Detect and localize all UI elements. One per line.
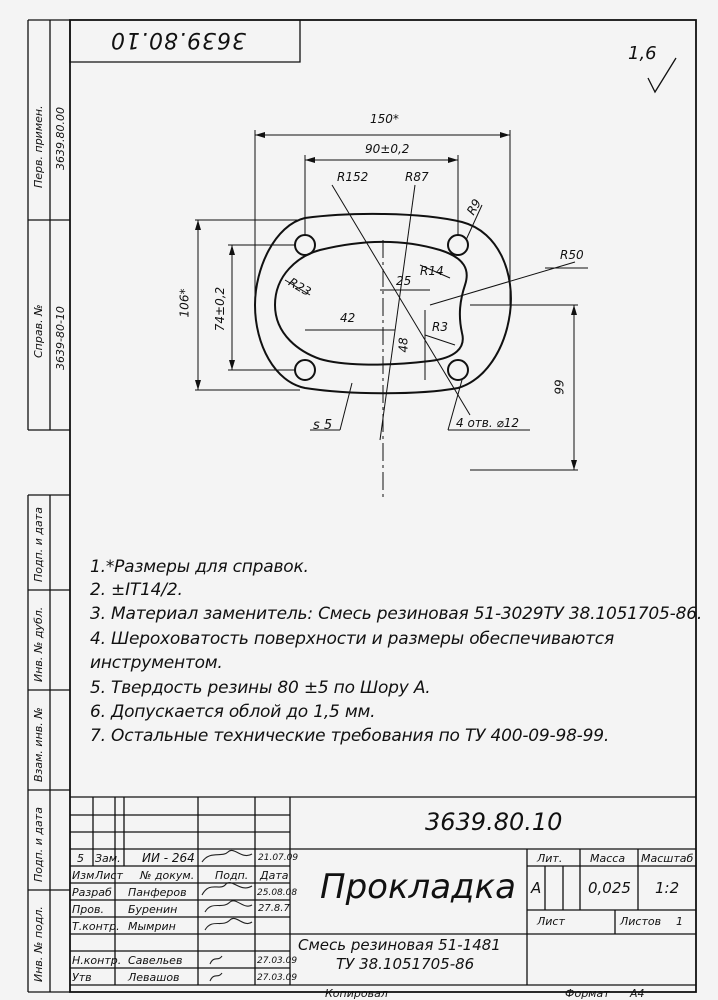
- role-tkontr: Т.контр.: [72, 920, 120, 933]
- date-utv: 27.03.09: [257, 973, 298, 983]
- change-label: Зам.: [95, 852, 121, 865]
- surface-finish-value: 1,6: [628, 43, 657, 64]
- role-razrab: Разраб: [72, 886, 112, 899]
- top-stamp: 3639.80.10: [110, 27, 246, 52]
- radius-r87: R87: [405, 170, 429, 184]
- dim-48: 48: [396, 337, 411, 353]
- role-prov: Пров.: [72, 903, 104, 916]
- part-name: Прокладка: [320, 867, 516, 907]
- dim-106: 106*: [177, 288, 192, 318]
- radius-r14: R14: [420, 264, 444, 278]
- date-nkontr: 27.03.09: [257, 956, 298, 966]
- name-prov: Буренин: [128, 903, 178, 916]
- name-nkontr: Савельев: [128, 954, 183, 967]
- note-7: 7. Остальные технические требования по ТУ 400-09-98-99.: [90, 726, 610, 746]
- note-4: 4. Шероховатость поверхности и размеры обеспечиваются: [90, 629, 614, 649]
- side-label-podp-data-1: Подп. и дата: [32, 507, 45, 582]
- side-label-vzam-inv: Взам. инв. №: [32, 707, 45, 782]
- name-tkontr: Мымрин: [128, 920, 176, 933]
- lit-header: Лит.: [537, 852, 563, 865]
- change-doc: ИИ - 264: [142, 851, 195, 865]
- side-label-podp-data-2: Подп. и дата: [32, 807, 45, 882]
- side-label-inv-podl: Инв. № подл.: [32, 906, 45, 982]
- change-num: 5: [77, 852, 84, 865]
- radius-r3: R3: [432, 320, 448, 334]
- side-label-sprav-value: 3639-80-10: [54, 306, 67, 370]
- date-razrab: 25.08.08: [257, 888, 298, 898]
- note-5: 5. Твердость резины 80 ±5 по Шору А.: [90, 678, 431, 698]
- dim-74: 74±0,2: [213, 286, 228, 332]
- role-nkontr: Н.контр.: [72, 954, 122, 967]
- header-podp: Подп.: [215, 869, 249, 882]
- header-izm: Изм: [72, 869, 95, 882]
- side-label-sprav: Справ. №: [32, 304, 45, 358]
- designation: 3639.80.10: [425, 808, 563, 836]
- header-doc: № докум.: [140, 869, 195, 882]
- sheets-label: Листов: [620, 915, 662, 928]
- footer-format-label: Формат: [565, 987, 610, 1000]
- scale-header: Масштаб: [641, 852, 694, 865]
- dim-150: 150*: [370, 112, 399, 126]
- scale-value: 1:2: [655, 879, 680, 897]
- note-1: 1.*Размеры для справок.: [90, 557, 309, 577]
- note-3: 3. Материал заменитель: Смесь резиновая 51-3029ТУ 38.1051705-86.: [90, 604, 703, 624]
- lit-value: А: [531, 879, 542, 897]
- sheet-label: Лист: [537, 915, 565, 928]
- thickness-s5: s 5: [313, 418, 333, 433]
- note-4-cont: инструментом.: [90, 653, 223, 673]
- dim-25: 25: [396, 274, 412, 288]
- side-label-perv-primen: Перв. примен.: [32, 105, 45, 188]
- change-date: 21.07.09: [258, 853, 299, 863]
- footer-copied: Копировал: [325, 987, 388, 1000]
- material-line-2: ТУ 38.1051705-86: [336, 955, 475, 973]
- material-line-1: Смесь резиновая 51-1481: [298, 936, 501, 954]
- footer-format-value: А4: [630, 987, 645, 1000]
- holes-note: 4 отв. ⌀12: [456, 416, 519, 430]
- dim-90: 90±0,2: [365, 142, 410, 156]
- side-label-perv-value: 3639.80.00: [54, 107, 67, 170]
- note-2: 2. ±IT14/2.: [90, 580, 183, 600]
- dim-42: 42: [340, 311, 356, 325]
- radius-r50: R50: [560, 248, 584, 262]
- radius-r152: R152: [337, 170, 369, 184]
- role-utv: Утв: [72, 971, 92, 984]
- date-prov: 27.8.7: [258, 903, 290, 914]
- note-6: 6. Допускается облой до 1,5 мм.: [90, 702, 376, 722]
- mass-value: 0,025: [588, 879, 631, 897]
- sheets-value: 1: [676, 915, 683, 928]
- header-list: Лист: [95, 869, 123, 882]
- mass-header: Масса: [590, 852, 626, 865]
- side-label-inv-dubl: Инв. № дубл.: [32, 606, 45, 682]
- dim-99: 99: [552, 379, 567, 395]
- header-date: Дата: [260, 869, 289, 882]
- name-utv: Левашов: [128, 971, 180, 984]
- radius-r9: R9: [463, 196, 485, 218]
- radius-r23: R23: [286, 275, 314, 299]
- name-razrab: Панферов: [128, 886, 187, 899]
